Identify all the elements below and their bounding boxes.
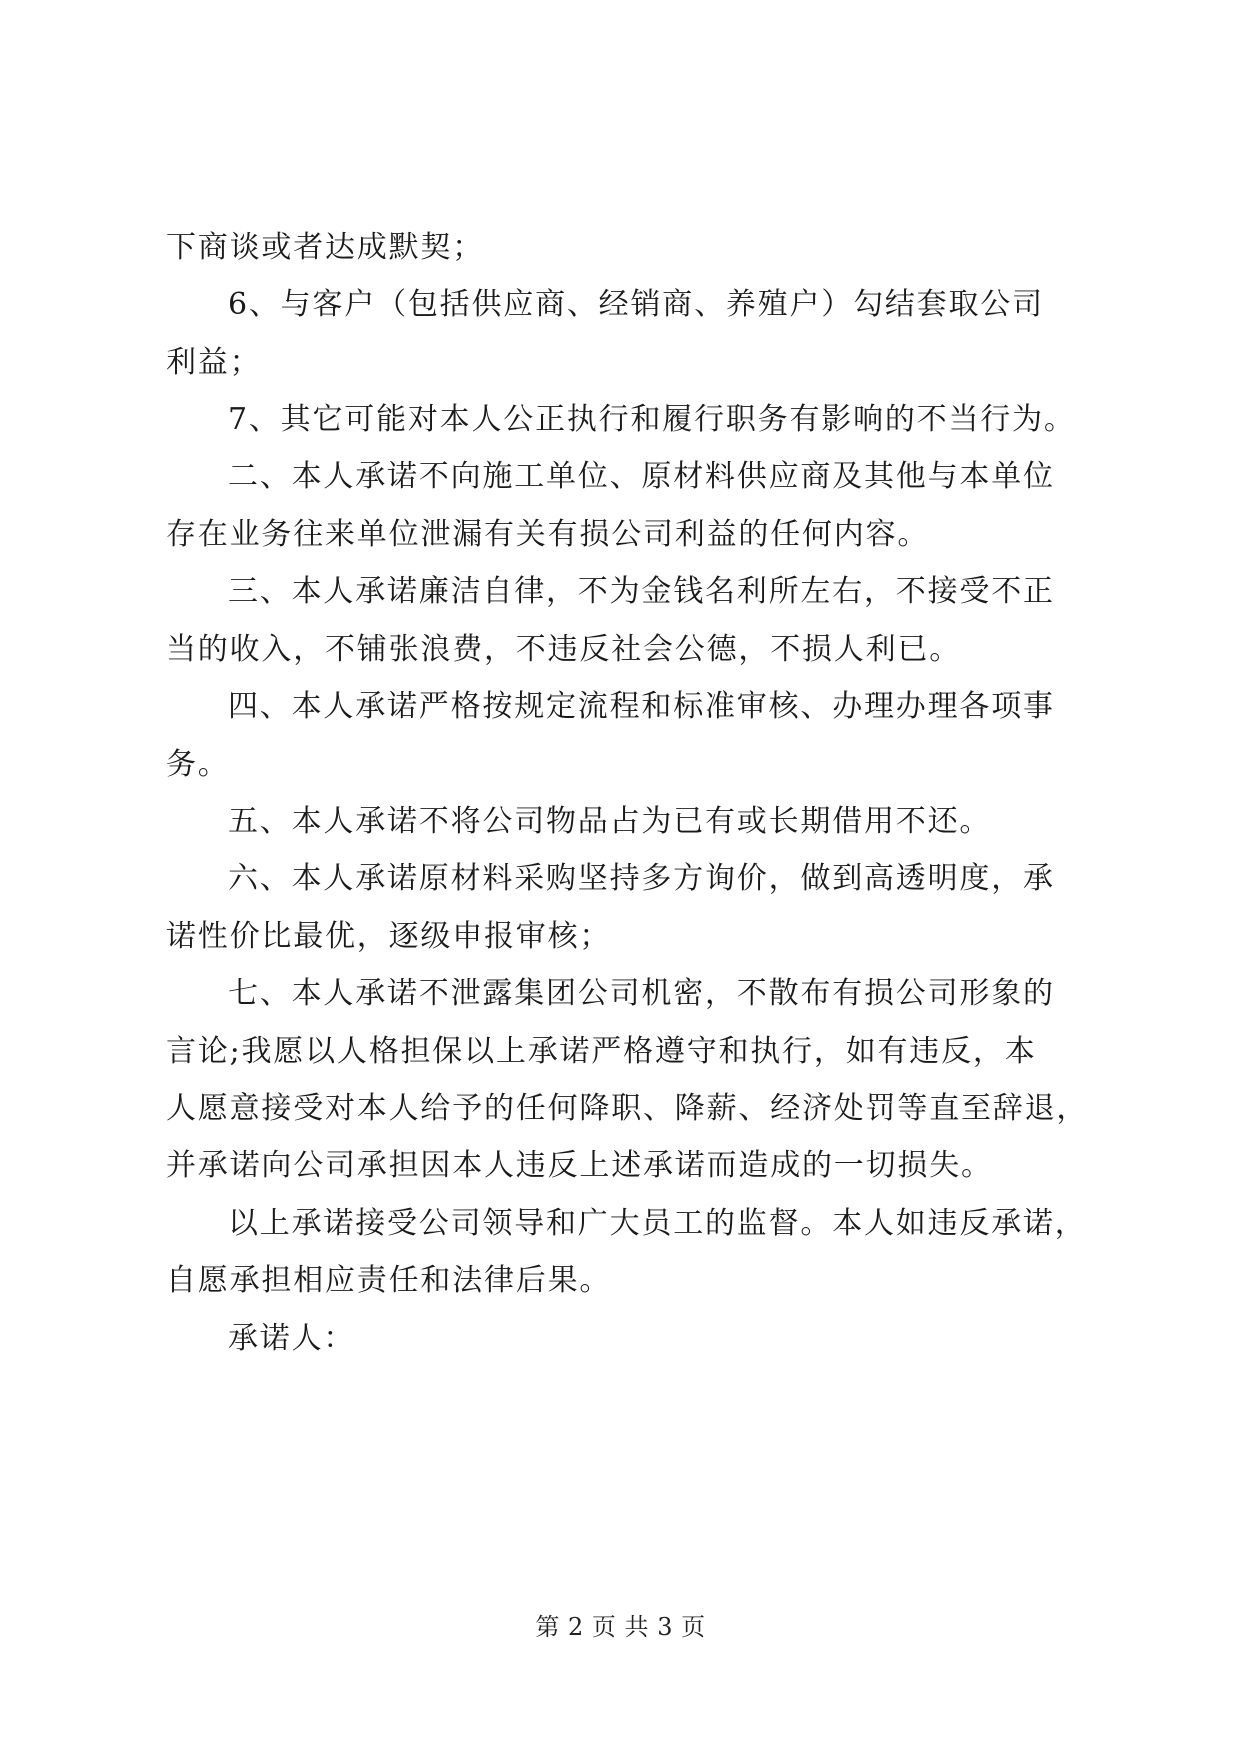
text-line-7: 三、本人承诺廉洁自律，不为金钱名利所左右，不接受不正: [228, 574, 1055, 609]
text-line-2: 6、与客户（包括供应商、经销商、养殖户）勾结套取公司: [228, 287, 1044, 322]
text-line-13: 诺性价比最优，逐级申报审核；: [166, 919, 612, 954]
text-line-19: 自愿承担相应责任和法律后果。: [166, 1263, 612, 1298]
text-line-12: 六、本人承诺原材料采购坚持多方询价，做到高透明度，承: [228, 861, 1055, 896]
text-line-9: 四、本人承诺严格按规定流程和标准审核、办理办理各项事: [228, 689, 1055, 724]
text-line-17: 并承诺向公司承担因本人违反上述承诺而造成的一切损失。: [166, 1148, 993, 1183]
page-number-footer: 第 2 页 共 3 页: [535, 1613, 706, 1641]
text-line-16: 人愿意接受对本人给予的任何降职、降薪、经济处罚等直至辞退，: [166, 1091, 1089, 1126]
text-line-6: 存在业务往来单位泄漏有关有损公司利益的任何内容。: [166, 517, 930, 552]
text-line-10: 务。: [166, 747, 230, 782]
text-line-14: 七、本人承诺不泄露集团公司机密，不散布有损公司形象的: [228, 976, 1055, 1011]
text-line-8: 当的收入，不铺张浪费，不违反社会公德，不损人利已。: [166, 632, 961, 667]
text-line-18: 以上承诺接受公司领导和广大员工的监督。本人如违反承诺，: [228, 1206, 1087, 1241]
text-line-4: 7、其它可能对本人公正执行和履行职务有影响的不当行为。: [228, 402, 1076, 437]
text-line-15: 言论;我愿以人格担保以上承诺严格遵守和执行，如有违反，本: [166, 1034, 1037, 1069]
text-line-11: 五、本人承诺不将公司物品占为已有或长期借用不还。: [228, 804, 992, 839]
text-line-1: 下商谈或者达成默契；: [166, 230, 484, 265]
text-line-5: 二、本人承诺不向施工单位、原材料供应商及其他与本单位: [228, 459, 1055, 494]
text-line-20: 承诺人：: [228, 1321, 356, 1356]
text-line-3: 利益；: [166, 345, 262, 380]
